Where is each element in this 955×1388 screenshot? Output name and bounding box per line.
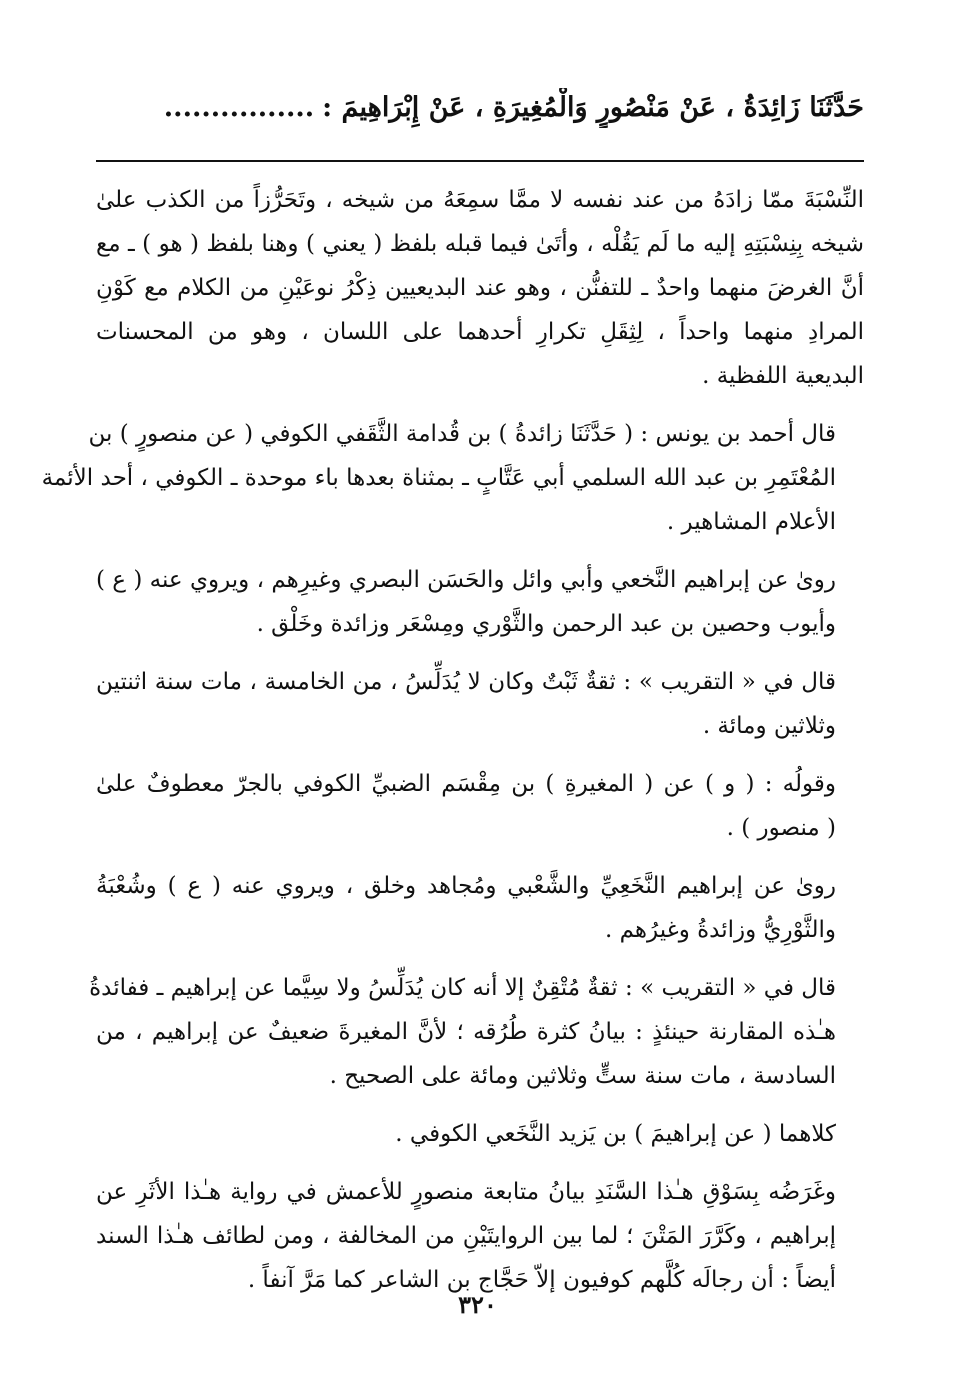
text-line: هـٰذه المقارنة حينئذٍ : بيانُ كثرة طُرُقه ؛ لأنَّ المغيرةَ ضعيفٌ عن إبراهيم ، من [96,1019,836,1045]
text-line: البديعية اللفظية . [702,363,864,389]
commentary-paragraph [96,558,864,646]
hadith-text-line [96,88,864,128]
text-line: قال أحمد بن يونس : ( حَدَّثَنَا زائدةُ ) بن قُدامة الثَّقَفي الكوفي ( عن منصورٍ ) بن [88,421,836,447]
text-line: وغَرَضُه بِسَوْقِ هـٰذا السَّنَدِ بيانُ متابعة منصورٍ للأعمش في رواية هـٰذا الأثَرِ عن [96,1179,836,1205]
text-line: وقولُه : ( و ) عن ( المغيرةِ ) بن مِقْسَم الضبيِّ الكوفي بالجرّ معطوفٌ علىٰ [96,771,836,797]
continuation-dots: ................ [163,92,315,123]
commentary-paragraph [96,178,864,398]
commentary-body [41,178,864,1316]
text-line: النِّسْبَةَ ممّا زادَهُ من عند نفسه لا ممَّا سمِعَهُ من شيخه ، وتَحَرُّزاً من الكذب علىٰ [96,187,864,213]
text-line: قال في « التقريب » : ثقةٌ مُتْقِنٌ إلا أنه كان يُدَلِّسُ ولا سِيَّما عن إبراهيم ـ ففائدةُ [89,975,836,1001]
commentary-paragraph [96,660,864,748]
text-line: المُعْتَمِرِ بن عبد الله السلمي أبي عَتَّابٍ ـ بمثناة بعدها باء موحدة ـ الكوفي ، أحد الأئمة [41,465,836,491]
text-line: أيضاً : أن رجالَه كُلَّهم كوفيون إلاّ حَجَّاج بن الشاعر كما مَرَّ آنفاً . [247,1267,836,1293]
text-line: وأيوب وحصين بن عبد الرحمن والثَّوْري ومِسْعَر وزائدة وخَلْق . [256,611,836,637]
text-line: قال في « التقريب » : ثقةٌ ثَبْتٌ وكان لا يُدَلِّسُ ، من الخامسة ، مات سنة اثنتين [96,669,836,695]
text-line: روىٰ عن إبراهيم النَّخعي وأبي وائل والحَسَن البصري وغيرِهم ، ويروي عنه ( ع ) [96,567,836,593]
text-line: إبراهيم ، وكَرَّرَ المَتْنَ ؛ لما بين الروايتَيْنِ من المخالفة ، ومن لطائف هـٰذا السند [96,1223,836,1249]
text-line: المرادِ منهما واحداً ، لِثِقَلِ تكرارِ أحدهما على اللسان ، وهو من المحسنات [96,319,864,345]
text-line: وثلاثين ومائة . [702,713,836,739]
hadith-chain-text: حَدَّثَنَا زَائِدَةُ ، عَنْ مَنْصُورٍ وَالْمُغِيرَةِ ، عَنْ إِبْرَاهِيمَ : [322,92,864,123]
text-line: الأعلام المشاهير . [666,509,836,535]
text-line: شيخه بِنِسْبَتِهِ إليه ما لَم يَقُلْه ، وأتَىٰ فيما قبله بلفظ ( يعني ) وهنا بلفظ ( هو ) ـ مع [96,231,864,257]
commentary-paragraph [96,1170,864,1302]
commentary-paragraph [96,864,864,952]
text-line: السادسة ، مات سنة ستٍّ وثلاثين ومائة على الصحيح . [329,1063,836,1089]
text-line: أنَّ الغرضَ منهما واحدٌ ـ للتفنُّن ، وهو عند البديعيين ذِكْرُ نوعَيْنِ من الكلام مع كَوْنِ [96,275,864,301]
page-number: ٣٢٠ [458,1290,497,1319]
text-line: والثَّوْرِيُّ وزائدةُ وغيرُهم . [604,917,836,943]
commentary-paragraph [96,1112,864,1156]
text-line: ( منصور ) . [726,815,836,841]
separator-rule [96,160,864,162]
text-line: كلاهما ( عن إبراهيمَ ) بن يَزيد النَّخَعي الكوفي . [395,1121,836,1147]
commentary-paragraph [89,966,864,1098]
commentary-paragraph [96,762,864,850]
commentary-paragraph [41,412,864,544]
text-line: روىٰ عن إبراهيم النَّخَعِيِّ والشَّعْبي ومُجاهد وخلق ، ويروي عنه ( ع ) وشُعْبَةُ [96,873,836,899]
